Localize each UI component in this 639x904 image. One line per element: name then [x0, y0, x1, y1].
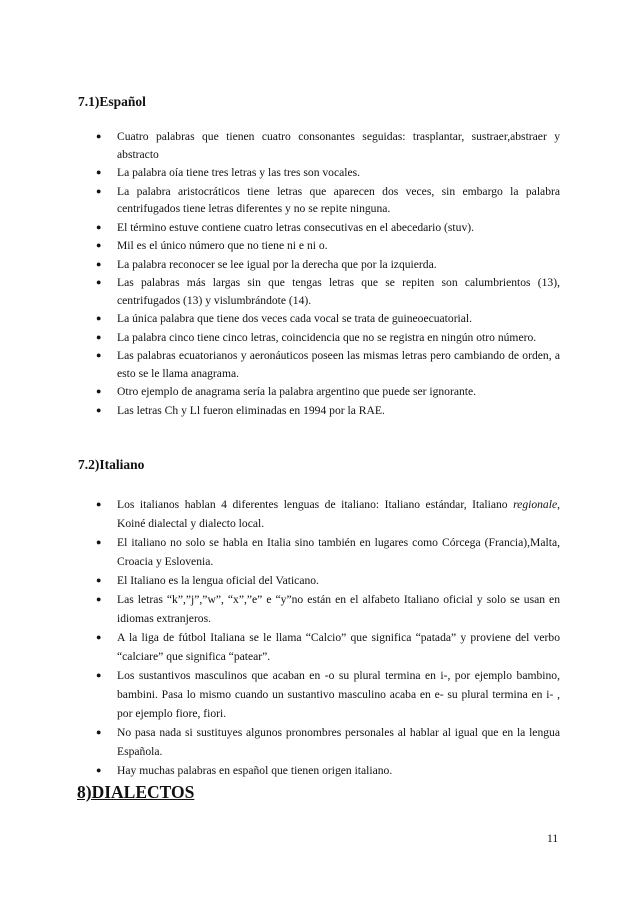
list-item: ● Cuatro palabras que tienen cuatro consonantes seguidas: trasplantar, sustraer,abstraer y abstracto	[96, 130, 560, 161]
bullet-icon: ●	[96, 765, 102, 775]
list-item: ● Los italianos hablan 4 diferentes lenguas de italiano: Italiano estándar, Italiano regionale, Koiné dialectal y dialecto local.	[96, 495, 560, 533]
page-number: 11	[547, 833, 559, 845]
bullet-icon: ●	[96, 386, 102, 396]
section-heading-espanol: 7.1)Español	[78, 94, 146, 109]
italiano-list	[96, 495, 560, 780]
list-item: ● Las palabras más largas sin que tengas letras que se repiten son calumbrientos (13), centrifugados (13) y vislumbrándote (14).	[96, 276, 560, 307]
list-item: ● Los sustantivos masculinos que acaban en -o su plural termina en i-, por ejemplo bambino, bambini. Pasa lo mismo cuando un sustantivo masculino acaba en e- su plural termina en i- , por ejemplo fiore, fiori.	[96, 666, 560, 723]
list-item: ● El italiano no solo se habla en Italia sino también en lugares como Córcega (Francia),Malta, Croacia y Eslovenia.	[96, 533, 560, 571]
italic-term: regionale,	[513, 498, 560, 511]
bullet-icon: ●	[96, 185, 102, 196]
bullet-icon: ●	[96, 350, 102, 360]
list-item: ● Mil es el único número que no tiene ni e ni o.	[96, 237, 560, 255]
espanol-list	[96, 128, 560, 420]
bullet-icon: ●	[96, 331, 102, 342]
section-heading-italiano: 7.2)Italiano	[78, 457, 145, 472]
list-item: ● Las palabras ecuatorianos y aeronáuticos poseen las mismas letras pero cambiando de orden, a esto se le llama anagrama.	[96, 349, 560, 380]
bullet-icon: ●	[96, 632, 102, 642]
bullet-icon: ●	[96, 727, 102, 737]
list-item: ● La palabra aristocráticos tiene letras que aparecen dos veces, sin embargo la palabra centrifugados tiene letras diferentes y no se repite ninguna.	[96, 184, 560, 215]
bullet-icon: ●	[96, 167, 102, 177]
list-item: ● Hay muchas palabras en español que tienen origen italiano.	[96, 761, 560, 780]
list-item: ● La palabra cinco tiene cinco letras, coincidencia que no se registra en ningún otro número.	[96, 329, 560, 347]
list-item: ● El Italiano es la lengua oficial del Vaticano.	[96, 571, 560, 590]
bullet-icon: ●	[96, 221, 102, 232]
bullet-icon: ●	[96, 240, 102, 250]
bullet-icon: ●	[96, 594, 102, 604]
bullet-icon: ●	[96, 277, 102, 287]
bullet-icon: ●	[96, 575, 102, 585]
bullet-icon: ●	[96, 499, 102, 509]
list-item: ● Otro ejemplo de anagrama sería la palabra argentino que puede ser ignorante.	[96, 383, 560, 401]
bullet-icon: ●	[96, 131, 102, 141]
section-heading-dialectos: 8)DIALECTOS	[77, 782, 195, 802]
bullet-icon: ●	[96, 670, 102, 680]
list-item: ● La palabra reconocer se lee igual por la derecha que por la izquierda.	[96, 256, 560, 274]
list-item: ● No pasa nada si sustituyes algunos pronombres personales al hablar al igual que en la lengua Española.	[96, 723, 560, 761]
list-item: ● A la liga de fútbol Italiana se le llama “Calcio” que significa “patada” y proviene del verbo “calciare” que significa “patear”.	[96, 628, 560, 666]
list-item: ● El término estuve contiene cuatro letras consecutivas en el abecedario (stuv).	[96, 219, 560, 237]
bullet-icon: ●	[96, 537, 102, 547]
list-item: ● Las letras “k”,”j”,”w”, “x”,”e” e “y”no están en el alfabeto Italiano oficial y solo se usan en idiomas extranjeros.	[96, 590, 560, 628]
bullet-icon: ●	[96, 404, 102, 415]
list-item: ● La palabra oía tiene tres letras y las tres son vocales.	[96, 164, 560, 182]
list-item: ● La única palabra que tiene dos veces cada vocal se trata de guineoecuatorial.	[96, 310, 560, 328]
bullet-icon: ●	[96, 313, 102, 323]
list-item: ● Las letras Ch y Ll fueron eliminadas en 1994 por la RAE.	[96, 402, 560, 420]
bullet-icon: ●	[96, 258, 102, 269]
